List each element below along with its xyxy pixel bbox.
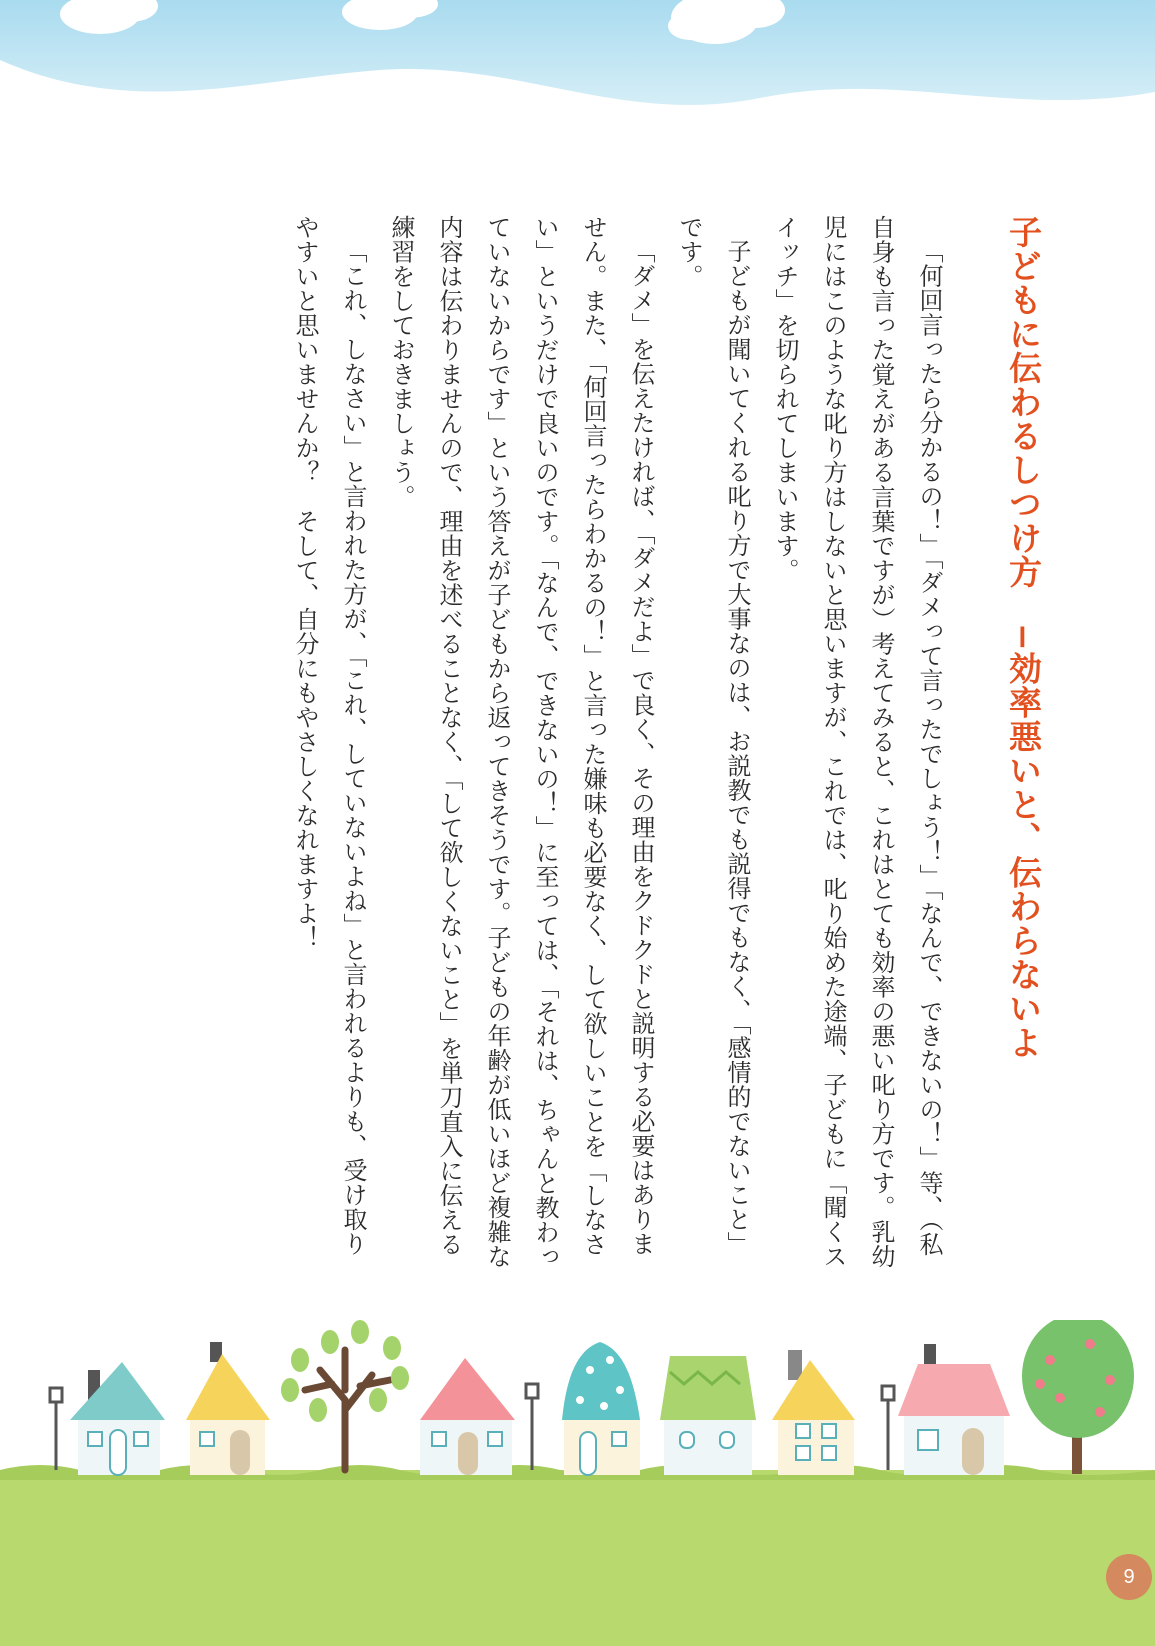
sky-background — [0, 0, 1155, 140]
house-icon — [420, 1358, 515, 1475]
paragraph-3: 「ダメ」を伝えたければ、「ダメだよ」で良く、その理由をクドクドと説明する必要はありません。また、「何回言ったらわかるの！」と言った嫌味も必要なく、して欲しいことを「しなさい」というだけで良いのです。「なんで、できないの！」に至っては、「それは、ちゃんと教わっていないからです」という答えが子どもから返ってきそうです。子どもの年齢が低いほど複雑な内容は伝わりませんので、理由を述べることなく、「して欲しくないこと」を単刀直入に伝える練習をしておきましょう。 — [387, 215, 655, 1269]
house-icon — [562, 1342, 640, 1475]
tree-icon — [281, 1320, 409, 1470]
paragraph-1: 「何回言ったら分かるの！」「ダメって言ったでしょう！」「なんで、できないの！」等、（私自身も言った覚えがある言葉ですが）考えてみると、これはとても効率の悪い叱り方です。乳幼児にはこのような叱り方はしないと思いますが、これでは、叱り始めた途端、子どもに「聞くスイッチ」を切られてしまいます。 — [771, 215, 943, 1269]
article-title: 子どもに伝わるしつけ方 −効率悪いと、伝わらないよ — [1004, 215, 1043, 1060]
sky-shape — [0, 0, 1155, 105]
village-illustration — [0, 1320, 1155, 1646]
article — [255, 215, 1055, 1275]
grass — [0, 1470, 1155, 1646]
fruit-tree-icon — [1022, 1320, 1134, 1474]
house-icon — [898, 1344, 1010, 1475]
house-icon — [772, 1350, 855, 1475]
house-icon — [186, 1342, 270, 1475]
paragraph-4: 「これ、しなさい」と言われた方が、「これ、していないよね」と言われるよりも、受け取りやすいと思いませんか？ そして、自分にもやさしくなれますよ！ — [291, 215, 367, 1256]
page-number: 9 — [1106, 1554, 1152, 1600]
house-icon — [660, 1356, 756, 1475]
house-icon — [70, 1362, 165, 1475]
paragraph-2: 子どもが聞いてくれる叱り方で大事なのは、お説教でも説得でもなく、「感情的でないこと」です。 — [675, 215, 751, 1256]
